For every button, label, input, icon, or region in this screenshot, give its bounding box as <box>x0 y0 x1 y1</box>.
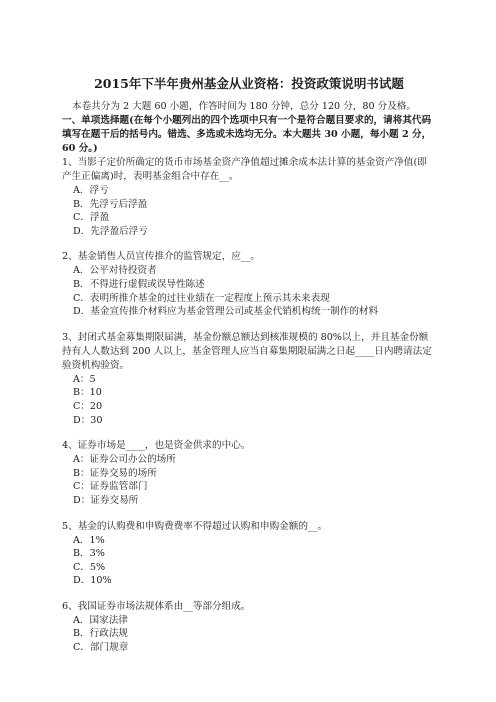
option-b: B：10 <box>73 387 102 399</box>
question-stem: 1、当影子定价所确定的货币市场基金资产净值超过摊余成本法计算的基金资产净值(即产生正偏离)时，表明基金组合中存在__。 <box>62 157 427 182</box>
option-c: C．5% <box>73 561 106 573</box>
question-4 <box>62 439 436 507</box>
spacer <box>62 508 436 520</box>
spacer <box>62 588 436 600</box>
question-stem: 3、封闭式基金募集期限届满，基金份额总额达到核准规模的 80%以上，并且基金份额持有人人数达到 200 人以上，基金管理人应当自募集期限届满之日起____日内聘请法定验资机构验资。 <box>62 331 432 371</box>
option-c: C．部门规章 <box>73 642 129 654</box>
option-c: C．浮盈 <box>73 212 110 224</box>
spacer <box>62 319 436 331</box>
question-6 <box>62 600 436 655</box>
option-c: C．表明所推介基金的过往业绩在一定程度上预示其未来表现 <box>73 292 330 304</box>
option-b: B．3% <box>73 548 105 560</box>
document-title: 2015年下半年贵州基金从业资格：投资政策说明书试题 <box>94 76 404 91</box>
option-a: A：证券公司办公的场所 <box>73 454 176 466</box>
exam-intro: 本卷共分为 2 大题 60 小题，作答时间为 180 分钟，总分 120 分，80 分及格。 <box>72 101 417 112</box>
option-d: D．10% <box>73 575 112 587</box>
option-a: A．国家法律 <box>73 614 128 626</box>
question-stem: 2、基金销售人员宣传推介的监管规定，应__。 <box>62 251 260 263</box>
option-b: B．先浮亏后浮盈 <box>73 198 148 210</box>
question-stem: 4、证券市场是____，也是资金供求的中心。 <box>62 440 251 452</box>
option-a: A．1% <box>73 534 105 546</box>
question-3 <box>62 331 436 427</box>
option-a: A．公平对待投资者 <box>73 265 157 277</box>
option-c: C：20 <box>73 400 103 412</box>
option-d: D．基金宣传推介材料应为基金管理公司或基金代销机构统一制作的材料 <box>73 306 379 318</box>
question-stem: 5、基金的认购费和申购费费率不得超过认购和申购金额的__。 <box>62 520 328 532</box>
option-a: A．浮亏 <box>73 185 109 196</box>
spacer <box>62 427 436 439</box>
option-a: A：5 <box>73 373 96 385</box>
option-d: D：30 <box>73 414 103 426</box>
question-5 <box>62 520 436 588</box>
option-d: D．先浮盈后浮亏 <box>73 225 148 237</box>
option-d: D：证券交易所 <box>73 494 139 506</box>
question-stem: 6、我国证券市场法规体系由__等部分组成。 <box>62 600 251 612</box>
option-b: B．不得进行虚假或误导性陈述 <box>73 278 205 290</box>
spacer <box>62 238 436 250</box>
question-2 <box>62 250 436 318</box>
option-c: C：证券监管部门 <box>73 481 148 493</box>
option-b: B：证券交易的场所 <box>73 467 157 479</box>
section-header: 一、单项选择题(在每个小题列出的四个选项中只有一个是符合题目要求的，请将其代码填写在题干后的括号内。错选、多选或未选均无分。本大题共 30 小题，每小题 2 分，60 分。) <box>62 115 432 154</box>
document-content <box>62 76 436 655</box>
option-b: B．行政法规 <box>73 628 129 640</box>
question-1 <box>62 156 436 238</box>
